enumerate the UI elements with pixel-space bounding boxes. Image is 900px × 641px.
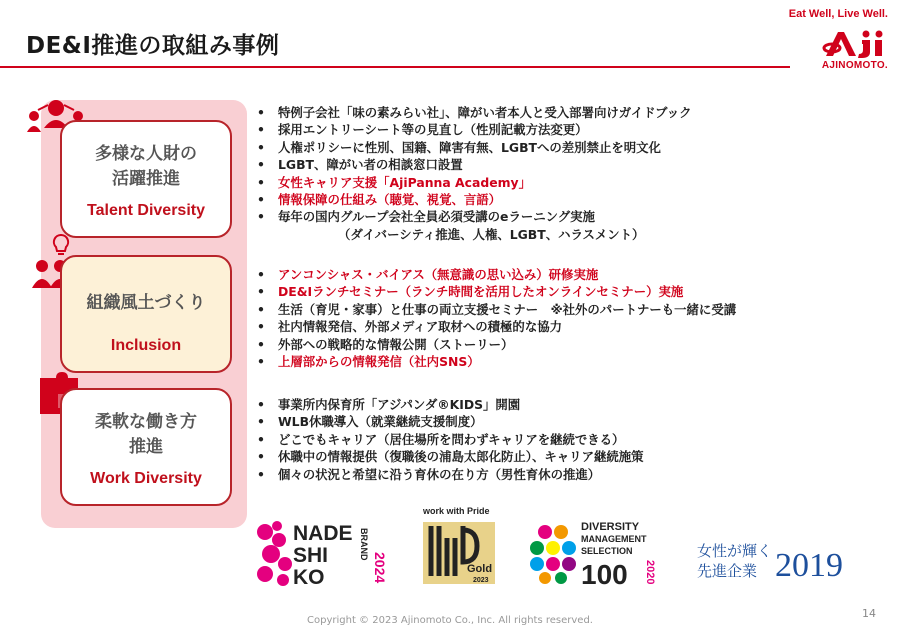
nadeshiko-brand-logo	[257, 521, 388, 589]
women-leading-company-logo	[697, 542, 843, 584]
list-item: • 休職中の情報提供（復職後の浦島太郎化防止）、キャリア継続施策	[254, 448, 644, 465]
card-subtitle: Inclusion	[110, 337, 182, 354]
brand-block	[778, 8, 888, 71]
inclusion-list	[254, 266, 736, 370]
list-item: • アンコンシャス・バイアス（無意識の思い込み）研修実施	[254, 266, 736, 283]
work-list	[254, 396, 644, 483]
list-item: • WLB休職導入（就業継続支援制度）	[254, 413, 644, 430]
card-title: 柔軟な働き方 推進	[95, 412, 197, 457]
list-item: • 毎年の国内グループ会社全員必須受講のeラーニング実施	[254, 208, 691, 225]
svg-text:先進企業: 先進企業	[697, 562, 758, 580]
list-item: • 個々の状況と希望に沿う育休の在り方（男性育休の推進）	[254, 466, 644, 483]
list-item: • DE&Iランチセミナー（ランチ時間を活用したオンラインセミナー）実施	[254, 283, 736, 300]
lightbulb-icon	[52, 234, 70, 256]
list-item: • 採用エントリーシート等の見直し（性別記載方法変更）	[254, 121, 691, 138]
list-item: • 情報保障の仕組み（聴覚、視覚、言語）	[254, 191, 691, 208]
svg-text:2023: 2023	[473, 577, 489, 584]
talent-list	[254, 104, 691, 243]
svg-text:女性が輝く: 女性が輝く	[697, 542, 773, 560]
card-work-diversity	[60, 388, 232, 506]
svg-text:2024: 2024	[372, 552, 388, 584]
card-title: 組織風土づくり	[86, 293, 206, 313]
list-item-continuation: （ダイバーシティ推進、人権、LGBT、ハラスメント）	[338, 226, 645, 242]
list-item: • 特例子会社「味の素みらい社」、障がい者本人と受入部署向けガイドブック	[254, 104, 691, 121]
list-item: • 上層部からの情報発信（社内SNS）	[254, 353, 736, 370]
title-rule	[0, 66, 790, 68]
list-item: • どこでもキャリア（居住場所を問わずキャリアを継続できる）	[254, 431, 644, 448]
ajinomoto-logo-icon	[822, 28, 888, 58]
page-title: DE&I推進の取組み事例	[26, 33, 280, 59]
page-number: 14	[862, 607, 876, 620]
svg-text:2019: 2019	[775, 547, 843, 584]
list-item: • 女性キャリア支援「AjiPanna Academy」	[254, 174, 691, 191]
svg-text:work with Pride: work with Pride	[423, 506, 490, 516]
svg-text:100: 100	[581, 559, 628, 590]
svg-text:DIVERSITY: DIVERSITY	[581, 521, 640, 533]
card-talent-diversity	[60, 120, 232, 238]
svg-text:KO: KO	[293, 566, 325, 589]
list-item: • 社内情報発信、外部メディア取材への積極的な協力	[254, 318, 736, 335]
brand-wordmark: AJINOMOTO.	[821, 60, 888, 71]
svg-text:NADE: NADE	[293, 522, 353, 545]
list-item: • 事業所内保育所「アジパンダ®KIDS」開園	[254, 396, 644, 413]
card-subtitle: Talent Diversity	[87, 202, 205, 219]
copyright: Copyright © 2023 Ajinomoto Co., Inc. All rights reserved.	[307, 615, 593, 626]
svg-text:SELECTION: SELECTION	[581, 546, 633, 556]
list-item: • 人権ポリシーに性別、国籍、障害有無、LGBTへの差別禁止を明文化	[254, 139, 691, 156]
svg-text:BRAND: BRAND	[359, 528, 369, 561]
brand-tagline: Eat Well, Live Well.	[788, 8, 888, 20]
svg-text:MANAGEMENT: MANAGEMENT	[581, 534, 647, 544]
diversity-management-logo	[530, 521, 656, 590]
svg-text:Gold: Gold	[467, 563, 493, 575]
svg-text:2020: 2020	[644, 560, 656, 585]
list-item: • 生活（育児・家事）と仕事の両立支援セミナー ※社外のパートナーも一緒に受講	[254, 301, 736, 318]
card-inclusion	[60, 255, 232, 373]
list-item: • LGBT、障がい者の相談窓口設置	[254, 156, 691, 173]
card-title: 多様な人財の 活躍推進	[95, 144, 197, 189]
awards-row	[255, 502, 875, 592]
svg-text:SHI: SHI	[293, 544, 329, 567]
list-item: • 外部への戦略的な情報公開（ストーリー）	[254, 336, 736, 353]
card-subtitle: Work Diversity	[90, 470, 202, 487]
work-with-pride-logo	[422, 506, 495, 584]
